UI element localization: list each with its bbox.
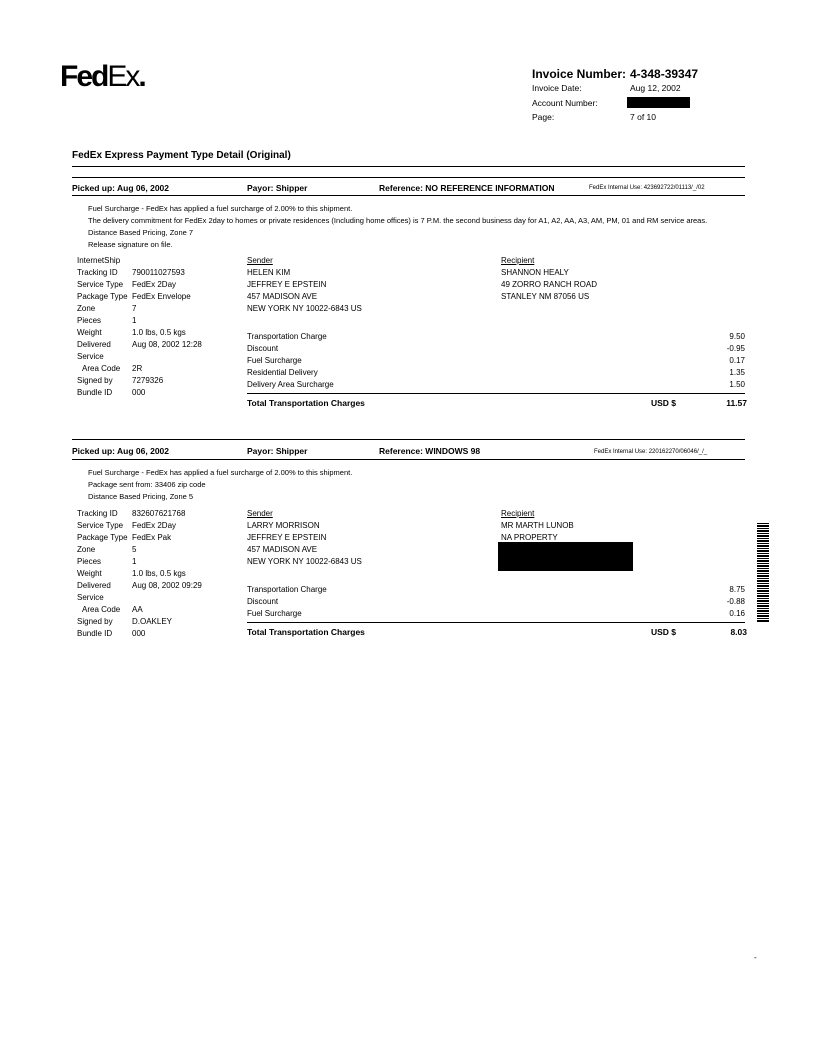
total-label: Total Transportation Charges	[247, 398, 365, 408]
detail-value: FedEx Envelope	[132, 292, 191, 301]
charge-label: Residential Delivery	[247, 368, 318, 377]
detail-label: Package Type	[77, 292, 128, 301]
total-amount: 11.57	[726, 398, 747, 408]
detail-label: Area Code	[82, 605, 121, 614]
reference: Reference: WINDOWS 98	[379, 446, 481, 456]
invoice-date: Aug 12, 2002	[630, 83, 681, 93]
charge-amount: 0.17	[729, 356, 745, 365]
detail-value: 1	[132, 316, 137, 325]
payor: Payor: Shipper	[247, 183, 308, 193]
divider	[72, 177, 745, 178]
charge-label: Discount	[247, 597, 279, 606]
sender-label: Sender	[247, 509, 273, 518]
charge-amounts	[695, 584, 745, 620]
reference: Reference: NO REFERENCE INFORMATION	[379, 183, 555, 193]
sender-line: NEW YORK NY 10022-6843 US	[247, 557, 362, 566]
charge-label: Transportation Charge	[247, 585, 327, 594]
recipient-block	[501, 508, 574, 544]
charge-label: Discount	[247, 344, 279, 353]
detail-labels	[77, 255, 128, 399]
detail-label: Bundle ID	[77, 388, 113, 397]
logo-ex: Ex	[107, 60, 139, 93]
detail-value: 000	[132, 629, 146, 638]
detail-value: 790011027593	[132, 268, 185, 277]
detail-label: Bundle ID	[77, 629, 113, 638]
divider	[72, 439, 745, 440]
detail-label: Signed by	[77, 617, 113, 626]
detail-label: Zone	[77, 304, 96, 313]
sender-block	[247, 255, 362, 315]
detail-value: 5	[132, 545, 137, 554]
detail-value: 7279326	[132, 376, 164, 385]
charge-label: Transportation Charge	[247, 332, 327, 341]
account-number-redaction	[627, 97, 690, 108]
detail-label: Tracking ID	[77, 268, 118, 277]
charge-amount: 8.75	[729, 585, 745, 594]
sender-line: 457 MADISON AVE	[247, 292, 318, 301]
detail-label: Package Type	[77, 533, 128, 542]
recipient-line: 49 ZORRO RANCH ROAD	[501, 280, 598, 289]
sender-block	[247, 508, 362, 568]
invoice-date-label: Invoice Date:	[532, 83, 582, 93]
sender-label: Sender	[247, 256, 273, 265]
divider	[72, 195, 745, 196]
sender-line: HELEN KIM	[247, 268, 291, 277]
shipment-notes	[88, 467, 352, 503]
divider	[72, 166, 745, 167]
charge-label: Fuel Surcharge	[247, 356, 302, 365]
picked-up: Picked up: Aug 06, 2002	[72, 446, 169, 456]
charge-amount: -0.88	[726, 597, 745, 606]
charge-amount: 1.35	[729, 368, 745, 377]
footer-mark: -	[754, 953, 757, 962]
page-label: Page:	[532, 112, 555, 122]
detail-value: 000	[132, 388, 146, 397]
detail-value	[132, 351, 202, 363]
detail-value: 2R	[132, 364, 143, 373]
sender-line: JEFFREY E EPSTEIN	[247, 280, 327, 289]
invoice-number-label: Invoice Number:	[532, 67, 627, 81]
detail-label: Service Type	[77, 521, 124, 530]
charge-label: Delivery Area Surcharge	[247, 380, 334, 389]
detail-label: Service	[77, 593, 104, 602]
detail-label: Delivered	[77, 581, 111, 590]
note-line: The delivery commitment for FedEx 2day to homes or private residences (Including home offices) is 7 P.M. the second business day for A1, A2, AA, A3, AM, PM, 01 and RM service areas.	[88, 216, 708, 225]
note-line: Release signature on file.	[88, 240, 173, 249]
recipient-label: Recipient	[501, 509, 535, 518]
charge-amount: 0.16	[729, 609, 745, 618]
detail-label: InternetShip	[77, 256, 121, 265]
detail-values	[132, 508, 202, 640]
charge-labels	[247, 584, 327, 620]
detail-label: Tracking ID	[77, 509, 118, 518]
logo-dot: .	[138, 60, 145, 93]
charge-amount: -0.95	[726, 344, 745, 353]
recipient-label: Recipient	[501, 256, 535, 265]
section-title: FedEx Express Payment Type Detail (Original)	[72, 150, 291, 161]
detail-label: Pieces	[77, 557, 102, 566]
detail-value: FedEx Pak	[132, 533, 172, 542]
detail-labels	[77, 508, 128, 640]
recipient-line: MR MARTH LUNOB	[501, 521, 574, 530]
total-label: Total Transportation Charges	[247, 627, 365, 637]
note-line: Fuel Surcharge - FedEx has applied a fuel surcharge of 2.00% to this shipment.	[88, 204, 353, 213]
detail-value	[132, 255, 202, 267]
recipient-line: NA PROPERTY	[501, 533, 558, 542]
total-currency: USD $	[651, 627, 677, 637]
note-line: Distance Based Pricing, Zone 5	[88, 492, 194, 501]
recipient-address-redaction	[498, 542, 633, 571]
detail-label: Signed by	[77, 376, 113, 385]
detail-value: Aug 08, 2002 09:29	[132, 581, 202, 590]
logo-fed: Fed	[60, 60, 108, 93]
detail-value: 832607621768	[132, 509, 186, 518]
detail-value: AA	[132, 605, 143, 614]
sender-line: NEW YORK NY 10022-6843 US	[247, 304, 362, 313]
sender-line: LARRY MORRISON	[247, 521, 320, 530]
detail-label: Service	[77, 352, 104, 361]
divider	[72, 459, 745, 460]
detail-value: FedEx 2Day	[132, 521, 177, 530]
detail-label: Delivered	[77, 340, 111, 349]
note-line: Distance Based Pricing, Zone 7	[88, 228, 194, 237]
detail-value: 1	[132, 557, 137, 566]
picked-up: Picked up: Aug 06, 2002	[72, 183, 169, 193]
recipient-line: STANLEY NM 87056 US	[501, 292, 590, 301]
detail-value: D.OAKLEY	[132, 617, 173, 626]
charge-label: Fuel Surcharge	[247, 609, 302, 618]
detail-values	[132, 255, 202, 399]
detail-label: Weight	[77, 328, 102, 337]
detail-label: Area Code	[82, 364, 121, 373]
detail-value	[132, 592, 202, 604]
charge-amounts	[695, 331, 745, 391]
sender-line: 457 MADISON AVE	[247, 545, 318, 554]
detail-value: 7	[132, 304, 137, 313]
detail-label: Pieces	[77, 316, 102, 325]
fedex-logo	[60, 60, 145, 94]
charge-amount: 9.50	[729, 332, 745, 341]
barcode	[757, 523, 769, 623]
internal-use: FedEx Internal Use: 220162270/06046/_/_	[594, 449, 708, 455]
divider	[247, 393, 745, 394]
detail-label: Weight	[77, 569, 102, 578]
detail-label: Zone	[77, 545, 96, 554]
recipient-block	[501, 255, 597, 303]
charge-amount: 1.50	[729, 380, 745, 389]
page-number: 7 of 10	[630, 112, 656, 122]
note-line: Package sent from: 33406 zip code	[88, 480, 206, 489]
payor: Payor: Shipper	[247, 446, 308, 456]
internal-use: FedEx Internal Use: 423692722/01113/_/02	[589, 185, 705, 191]
note-line: Fuel Surcharge - FedEx has applied a fuel surcharge of 2.00% to this shipment.	[88, 468, 353, 477]
detail-value: 1.0 lbs, 0.5 kgs	[132, 328, 186, 337]
divider	[247, 622, 745, 623]
recipient-line: SHANNON HEALY	[501, 268, 569, 277]
detail-value: 1.0 lbs, 0.5 kgs	[132, 569, 186, 578]
total-currency: USD $	[651, 398, 677, 408]
total-amount: 8.03	[730, 627, 747, 637]
shipment-notes	[88, 203, 707, 251]
detail-value: Aug 08, 2002 12:28	[132, 340, 202, 349]
sender-line: JEFFREY E EPSTEIN	[247, 533, 327, 542]
charge-labels	[247, 331, 334, 391]
detail-value: FedEx 2Day	[132, 280, 177, 289]
account-number-label: Account Number:	[532, 98, 598, 108]
invoice-number: 4-348-39347	[630, 67, 699, 81]
detail-label: Service Type	[77, 280, 124, 289]
